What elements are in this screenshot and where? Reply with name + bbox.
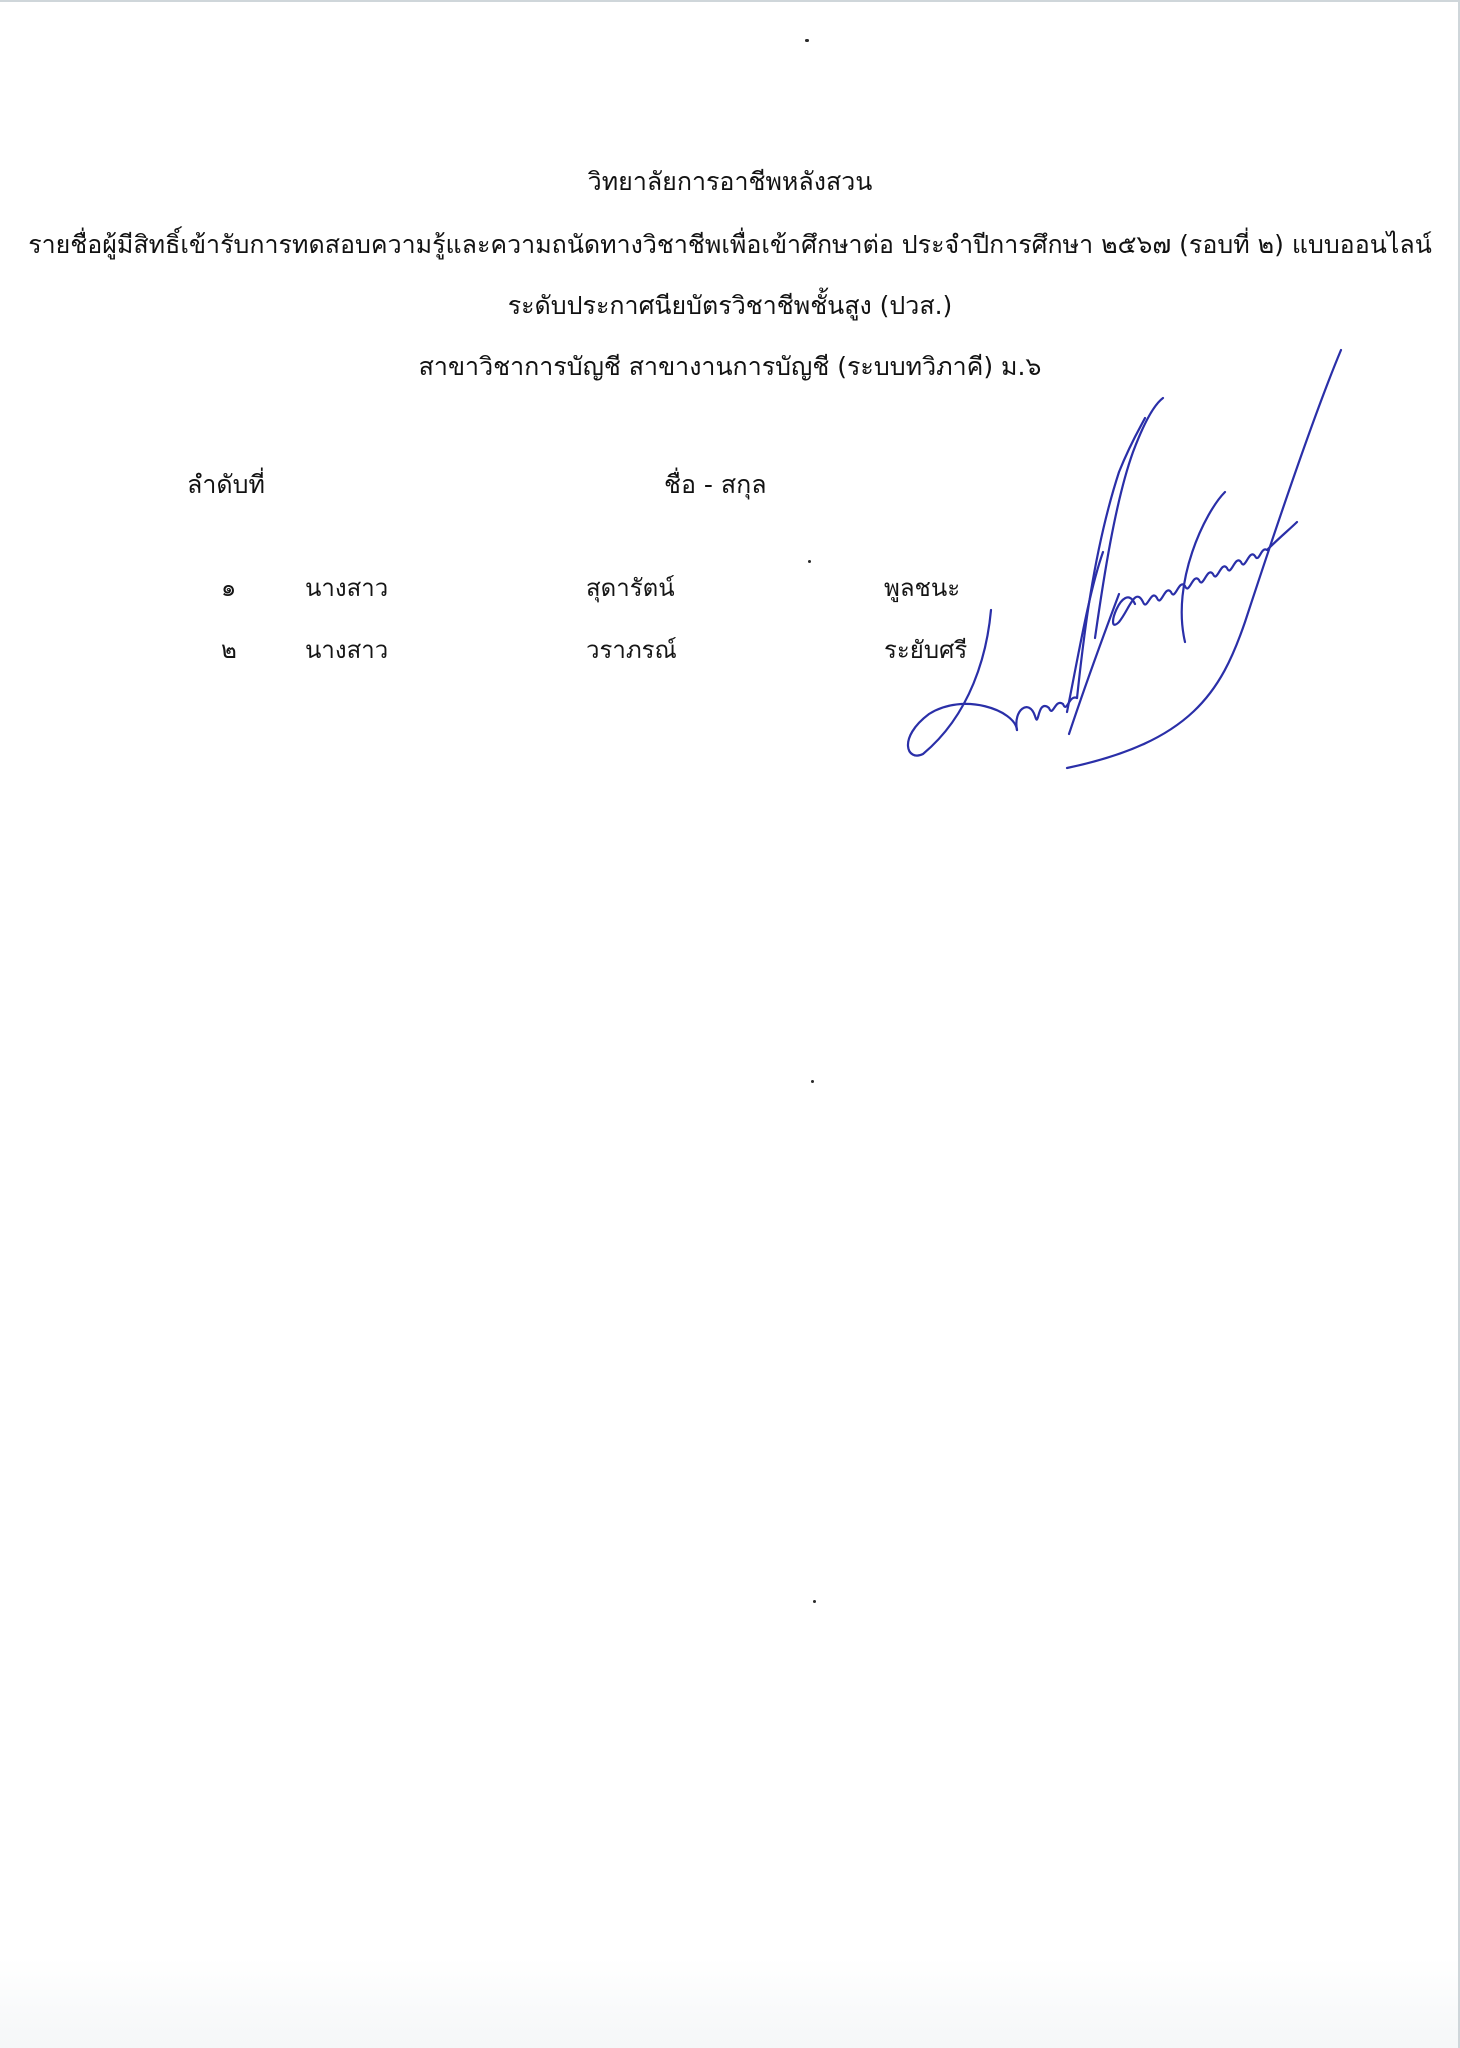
column-header-order: ลำดับที่ — [187, 470, 265, 499]
scan-speck — [808, 560, 811, 563]
column-header-name: ชื่อ - สกุล — [664, 470, 767, 499]
row-number: ๑ — [221, 574, 237, 602]
first-name: วราภรณ์ — [586, 636, 677, 664]
handwritten-signature — [905, 342, 1365, 782]
scan-speck — [813, 1600, 816, 1603]
education-level: ระดับประกาศนียบัตรวิชาชีพชั้นสูง (ปวส.) — [507, 291, 953, 320]
name-prefix: นางสาว — [305, 636, 389, 664]
scan-edge-shadow — [0, 1958, 1458, 2048]
institution-name: วิทยาลัยการอาชีพหลังสวน — [587, 167, 873, 196]
scan-speck — [805, 39, 809, 42]
row-number: ๒ — [221, 636, 237, 664]
document-title: รายชื่อผู้มีสิทธิ์เข้ารับการทดสอบความรู้และความถนัดทางวิชาชีพเพื่อเข้าศึกษาต่อ ประจำปีการศึกษา ๒๕๖๗ (รอบที่ ๒) แบบออนไลน์ — [28, 230, 1432, 259]
last-name: พูลชนะ — [884, 574, 961, 602]
first-name: สุดารัตน์ — [586, 574, 675, 602]
name-prefix: นางสาว — [305, 574, 389, 602]
scan-speck — [811, 1080, 814, 1083]
program-name: สาขาวิชาการบัญชี สาขางานการบัญชี (ระบบทวิภาคี) ม.๖ — [418, 352, 1042, 381]
last-name: ระยับศรี — [884, 636, 968, 664]
